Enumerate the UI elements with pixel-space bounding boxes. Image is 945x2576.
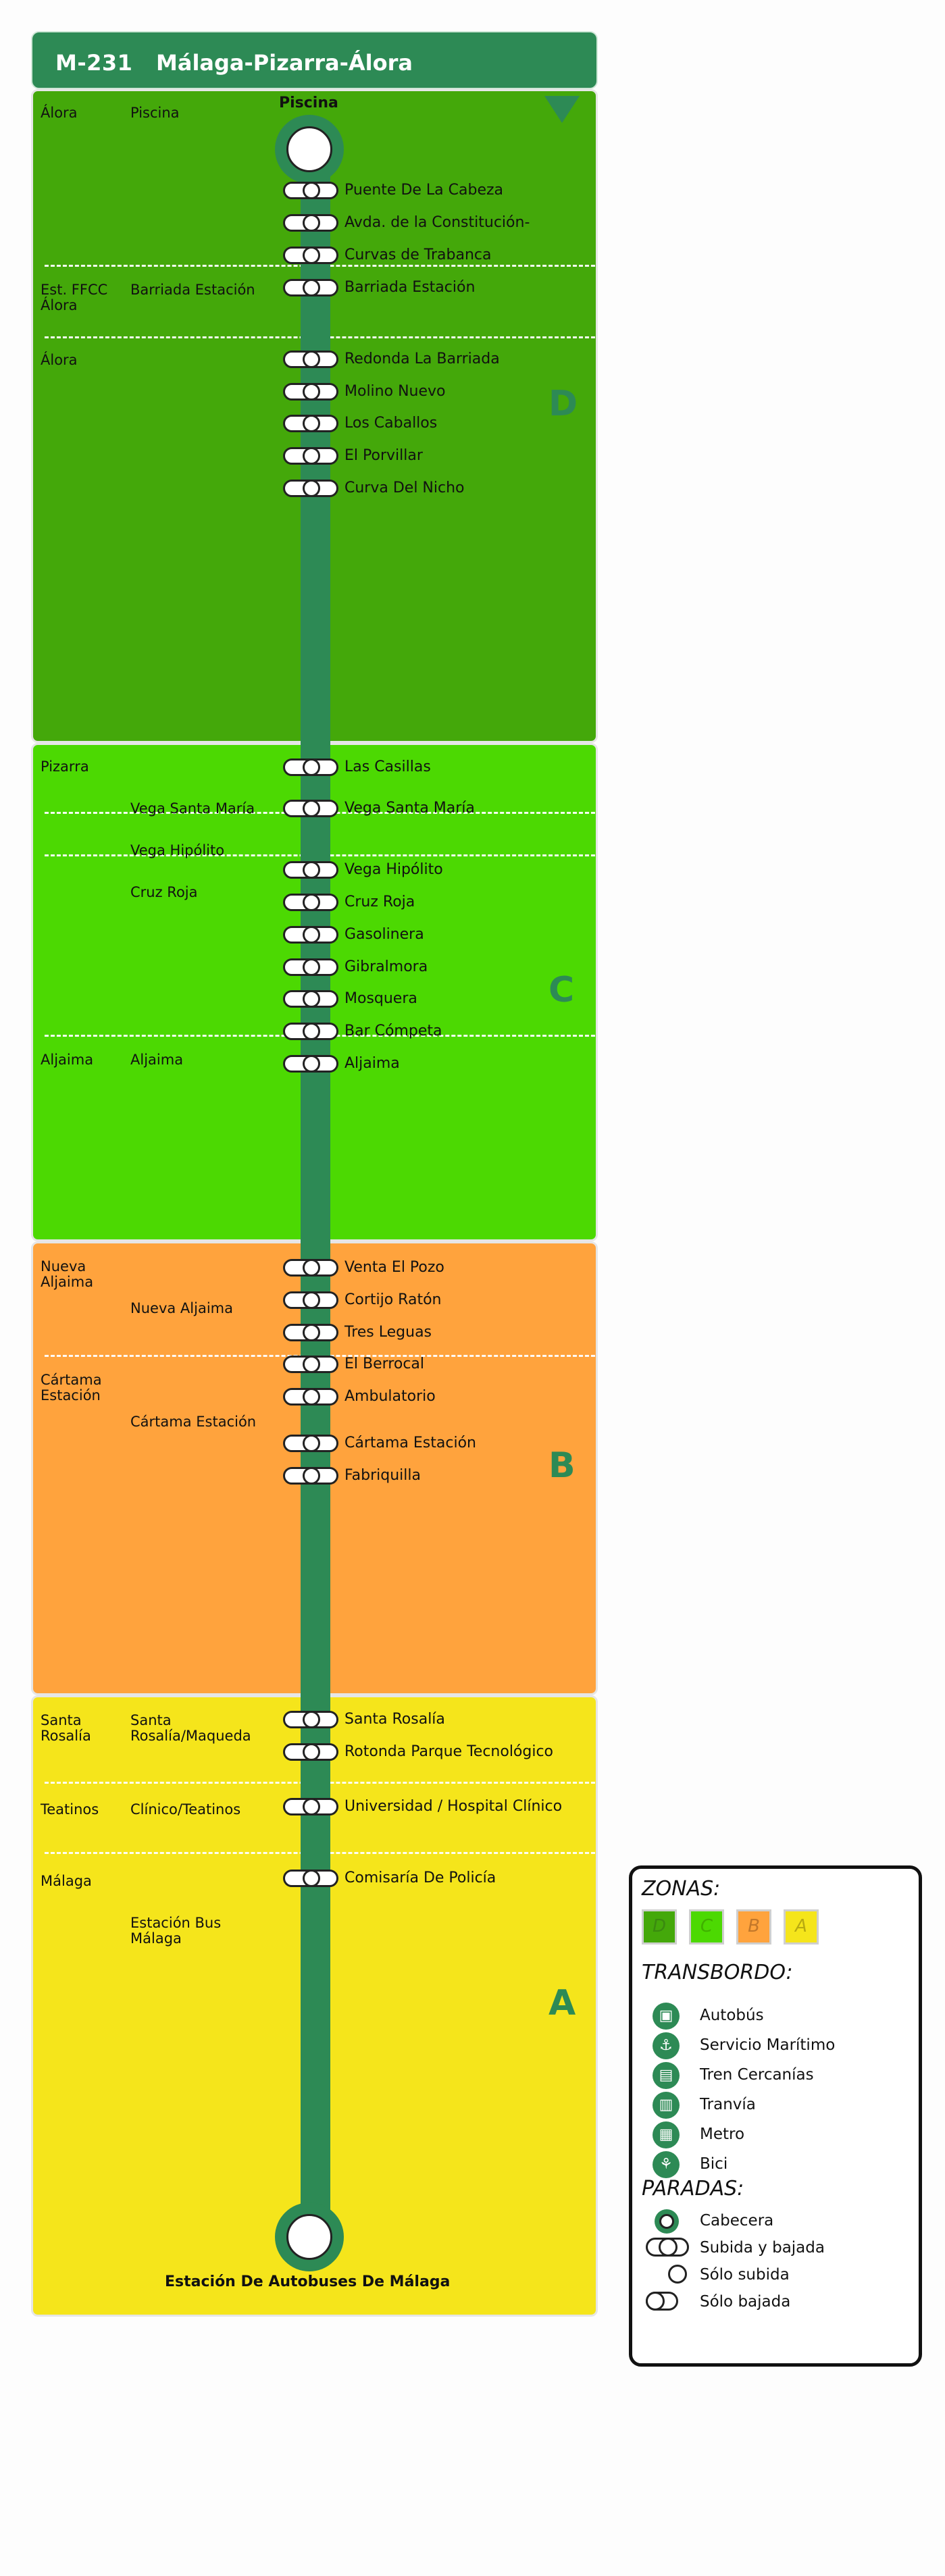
legend-stop-type-label: Sólo subida (700, 2266, 790, 2284)
legend-solo-subida-marker (646, 2265, 689, 2284)
legend-transfer-label: Servicio Marítimo (700, 2036, 836, 2054)
metro-icon: ▦ (653, 2121, 680, 2148)
stop-marker[interactable] (283, 182, 338, 199)
stop-label: Vega Santa María (344, 800, 475, 817)
stop-label: Ambulatorio (344, 1388, 436, 1405)
stop-label: Gasolinera (344, 926, 424, 943)
area-label: Est. FFCC Álora (41, 282, 108, 313)
stop-label: Cortijo Ratón (344, 1291, 442, 1308)
route-header (31, 31, 598, 89)
zone-a-letter: A (548, 1983, 576, 2024)
train-icon: ▤ (653, 2062, 680, 2089)
bike-icon: ⚘ (653, 2151, 680, 2178)
end-terminal[interactable] (275, 2203, 344, 2271)
legend-transfer-label: Bici (700, 2155, 728, 2173)
stop-marker[interactable] (283, 861, 338, 879)
stop-marker[interactable] (283, 383, 338, 401)
stop-label: Las Casillas (344, 758, 431, 775)
stop-label: Cártama Estación (344, 1435, 476, 1451)
area-label: Nueva Aljaima (41, 1258, 94, 1290)
stop-marker[interactable] (283, 1023, 338, 1040)
stop-marker[interactable] (283, 351, 338, 368)
zone-d-letter: D (548, 384, 578, 424)
zone-c-letter: C (548, 970, 575, 1010)
locality-label: Clínico/Teatinos (130, 1801, 241, 1818)
legend-transfer-label: Tren Cercanías (700, 2066, 814, 2084)
stop-marker[interactable] (283, 214, 338, 232)
legend-zone-a-swatch: A (784, 1909, 819, 1944)
stop-label: El Porvillar (344, 447, 423, 464)
legend-zone-d-swatch: D (642, 1909, 677, 1944)
stop-label: Rotonda Parque Tecnológico (344, 1743, 554, 1760)
stop-label: Aljaima (344, 1055, 400, 1072)
legend-cabecera-marker (655, 2209, 679, 2234)
stop-marker[interactable] (283, 758, 338, 776)
stop-label: Tres Leguas (344, 1324, 432, 1341)
legend-transfer-label: Autobús (700, 2007, 764, 2024)
locality-label: Cártama Estación (130, 1414, 257, 1430)
stop-marker[interactable] (283, 894, 338, 911)
stop-label: Vega Hipólito (344, 861, 443, 878)
stop-label: Avda. de la Constitución- (344, 214, 530, 231)
stop-label: Venta El Pozo (344, 1259, 444, 1276)
stop-marker[interactable] (283, 1798, 338, 1815)
legend-subida-bajada-marker (646, 2238, 689, 2257)
legend-transfer-label: Metro (700, 2126, 745, 2143)
stop-label: Mosquera (344, 990, 417, 1007)
tram-icon: ▥ (653, 2092, 680, 2119)
stop-label: Redonda La Barriada (344, 351, 500, 367)
zone-b-letter: B (548, 1445, 576, 1486)
start-terminal[interactable] (275, 115, 344, 184)
area-label: Teatinos (41, 1801, 99, 1818)
direction-arrow-icon (544, 96, 580, 123)
stop-marker[interactable] (283, 447, 338, 465)
stop-marker[interactable] (283, 958, 338, 976)
area-label: Álora (41, 352, 78, 368)
stop-marker[interactable] (283, 800, 338, 817)
stop-label: Barriada Estación (344, 279, 476, 296)
stop-label: Bar Cómpeta (344, 1023, 442, 1039)
stop-marker[interactable] (283, 1870, 338, 1887)
stop-marker[interactable] (283, 1711, 338, 1728)
stop-label: Gibralmora (344, 958, 428, 975)
end-terminal-label: Estación De Autobuses De Málaga (165, 2273, 451, 2290)
area-label: Cártama Estación (41, 1372, 102, 1403)
stop-label: Curvas de Trabanca (344, 247, 492, 263)
legend-stop-type-label: Sólo bajada (700, 2293, 791, 2311)
stop-marker[interactable] (283, 1356, 338, 1373)
stop-label: Fabriquilla (344, 1467, 421, 1484)
locality-label: Estación Bus Málaga (130, 1915, 222, 1947)
locality-label: Vega Hipólito (130, 842, 225, 858)
ship-icon: ⚓ (653, 2032, 680, 2059)
area-label: Aljaima (41, 1052, 94, 1068)
locality-label: Piscina (130, 105, 180, 121)
stop-marker[interactable] (283, 1291, 338, 1309)
legend-transfer-label: Tranvía (700, 2096, 756, 2113)
legend-panel (629, 1865, 922, 2367)
legend-stop-type-label: Cabecera (700, 2212, 774, 2230)
legend-transbordo-title: TRANSBORDO: (642, 1961, 793, 1984)
stop-marker[interactable] (283, 1055, 338, 1073)
route-code: M-231 (55, 50, 133, 76)
locality-label: Vega Santa María (130, 800, 255, 817)
stop-label: Curva Del Nicho (344, 480, 465, 496)
stop-marker[interactable] (283, 1388, 338, 1406)
area-label: Santa Rosalía (41, 1712, 91, 1744)
stop-marker[interactable] (283, 1435, 338, 1452)
stop-label: Santa Rosalía (344, 1711, 445, 1728)
bus-icon: ▣ (653, 2003, 680, 2030)
legend-zone-b-swatch: B (736, 1909, 771, 1944)
stop-label: Comisaría De Policía (344, 1870, 496, 1886)
locality-label: Santa Rosalía/Maqueda (130, 1712, 251, 1744)
legend-solo-bajada-marker (646, 2292, 678, 2311)
locality-label: Nueva Aljaima (130, 1300, 233, 1316)
stop-label: Molino Nuevo (344, 383, 446, 400)
stop-label: Los Caballos (344, 415, 438, 432)
locality-label: Cruz Roja (130, 884, 198, 900)
stop-label: Puente De La Cabeza (344, 182, 504, 199)
stop-marker[interactable] (283, 279, 338, 297)
start-terminal-label: Piscina (279, 95, 338, 111)
stop-marker[interactable] (283, 415, 338, 432)
route-name: Málaga-Pizarra-Álora (156, 50, 413, 76)
area-label: Álora (41, 105, 78, 121)
legend-zonas-title: ZONAS: (642, 1877, 721, 1901)
stop-marker[interactable] (283, 480, 338, 497)
area-label: Pizarra (41, 758, 89, 775)
stop-marker[interactable] (283, 926, 338, 944)
legend-stop-type-label: Subida y bajada (700, 2239, 825, 2257)
stop-label: Universidad / Hospital Clínico (344, 1798, 563, 1815)
legend-paradas-title: PARADAS: (642, 2177, 744, 2200)
stop-label: El Berrocal (344, 1356, 425, 1372)
stop-marker[interactable] (283, 990, 338, 1008)
stop-marker[interactable] (283, 1467, 338, 1485)
stop-label: Cruz Roja (344, 894, 415, 910)
locality-label: Barriada Estación (130, 282, 255, 298)
stop-marker[interactable] (283, 1324, 338, 1341)
area-label: Málaga (41, 1873, 92, 1889)
stop-marker[interactable] (283, 1259, 338, 1277)
legend-zone-c-swatch: C (689, 1909, 724, 1944)
stop-marker[interactable] (283, 247, 338, 264)
locality-label: Aljaima (130, 1052, 184, 1068)
stop-marker[interactable] (283, 1743, 338, 1761)
